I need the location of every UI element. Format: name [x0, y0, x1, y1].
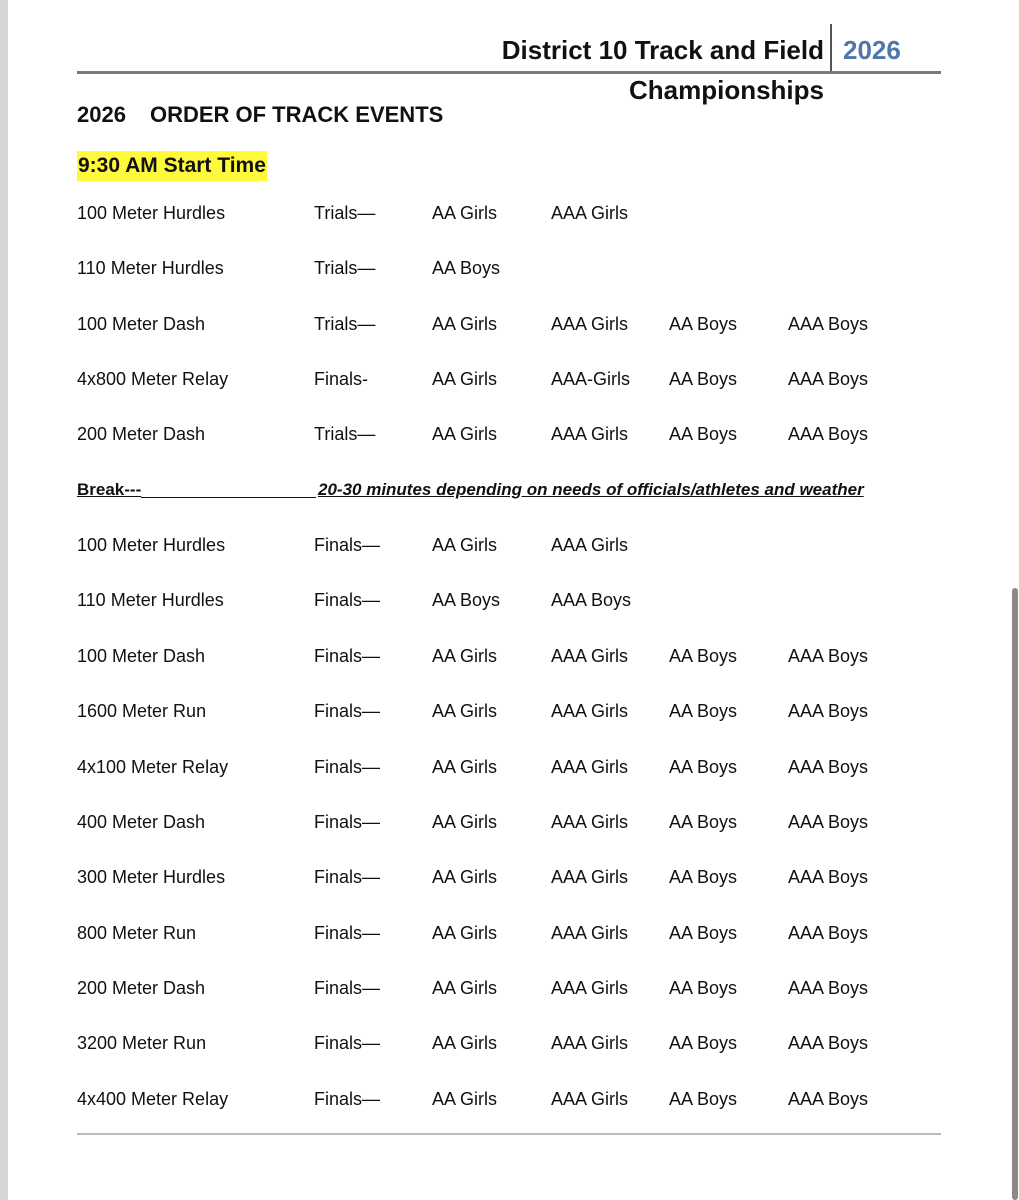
event-division: AAA Boys: [788, 701, 869, 721]
event-name: 100 Meter Dash: [77, 314, 206, 334]
event-division: AAA Girls: [551, 701, 629, 721]
event-division: AAA Boys: [788, 1033, 869, 1053]
event-division: AA Boys: [669, 314, 738, 334]
event-division: AAA Girls: [551, 867, 629, 887]
event-name: 4x800 Meter Relay: [77, 369, 229, 389]
event-name: 200 Meter Dash: [77, 978, 206, 998]
header-divider: [830, 24, 832, 72]
event-division: AA Boys: [669, 757, 738, 777]
event-division: AA Girls: [432, 867, 498, 887]
event-row: [0, 309, 1019, 339]
heading-year: 2026: [77, 102, 126, 127]
event-row: [0, 918, 1019, 948]
event-division: AA Girls: [432, 1033, 498, 1053]
event-round: Trials—: [314, 203, 376, 223]
event-division: AAA Girls: [551, 203, 629, 223]
event-row: [0, 1028, 1019, 1058]
event-row: [0, 419, 1019, 449]
event-row: [0, 1084, 1019, 1114]
event-division: AAA Boys: [788, 1089, 869, 1109]
event-name: 100 Meter Hurdles: [77, 203, 226, 223]
event-division: AAA Girls: [551, 1089, 629, 1109]
event-round: Finals—: [314, 867, 381, 887]
event-division: AAA Boys: [788, 978, 869, 998]
event-row: [0, 696, 1019, 726]
start-time-highlight: 9:30 AM Start Time: [77, 151, 267, 181]
event-division: AA Boys: [669, 867, 738, 887]
event-division: AA Girls: [432, 757, 498, 777]
event-row: [0, 973, 1019, 1003]
event-round: Finals—: [314, 1089, 381, 1109]
event-division: AA Girls: [432, 203, 498, 223]
event-name: 1600 Meter Run: [77, 701, 207, 721]
event-round: Finals—: [314, 923, 381, 943]
event-name: 100 Meter Dash: [77, 646, 206, 666]
event-row: [0, 198, 1019, 228]
event-division: AA Girls: [432, 646, 498, 666]
event-division: AAA Girls: [551, 424, 629, 444]
event-row: [0, 862, 1019, 892]
event-name: 300 Meter Hurdles: [77, 867, 226, 887]
event-round: Finals—: [314, 701, 381, 721]
event-name: 3200 Meter Run: [77, 1033, 207, 1053]
break-label: Break---: [77, 480, 142, 499]
event-name: 400 Meter Dash: [77, 812, 206, 832]
event-division: AAA-Girls: [551, 369, 631, 389]
event-division: AAA Boys: [788, 646, 869, 666]
event-name: 100 Meter Hurdles: [77, 535, 226, 555]
event-round: Finals—: [314, 590, 381, 610]
event-row: [0, 585, 1019, 615]
break-note: 20-30 minutes depending on needs of officials/athletes and weather: [318, 480, 864, 499]
event-round: Finals—: [314, 757, 381, 777]
event-division: AA Boys: [669, 812, 738, 832]
event-division: AAA Boys: [788, 314, 869, 334]
event-name: 4x400 Meter Relay: [77, 1089, 229, 1109]
event-division: AA Girls: [432, 701, 498, 721]
event-row: [0, 530, 1019, 560]
event-division: AA Boys: [432, 590, 501, 610]
break-row: [0, 475, 1019, 505]
event-name: 110 Meter Hurdles: [77, 590, 224, 610]
event-row: [0, 364, 1019, 394]
event-row: [0, 641, 1019, 671]
event-round: Finals-: [314, 369, 369, 389]
event-division: AAA Girls: [551, 923, 629, 943]
event-division: AA Boys: [669, 1089, 738, 1109]
event-round: Trials—: [314, 314, 376, 334]
header-rule: [77, 71, 941, 74]
event-division: AAA Boys: [788, 424, 869, 444]
page-heading: [77, 100, 443, 130]
event-row: [0, 807, 1019, 837]
event-division: AAA Girls: [551, 314, 629, 334]
footer-rule: [77, 1133, 941, 1135]
event-name: 800 Meter Run: [77, 923, 197, 943]
event-division: AA Boys: [669, 424, 738, 444]
event-division: AAA Boys: [788, 369, 869, 389]
event-division: AAA Boys: [788, 923, 869, 943]
event-division: AAA Boys: [551, 590, 632, 610]
event-division: AA Boys: [669, 646, 738, 666]
event-name: 110 Meter Hurdles: [77, 258, 224, 278]
event-division: AA Girls: [432, 978, 498, 998]
event-division: AA Boys: [669, 923, 738, 943]
event-division: AA Boys: [669, 978, 738, 998]
event-division: AAA Girls: [551, 757, 629, 777]
event-division: AA Boys: [669, 1033, 738, 1053]
event-division: AAA Girls: [551, 978, 629, 998]
event-name: 200 Meter Dash: [77, 424, 206, 444]
event-division: AAA Boys: [788, 867, 869, 887]
event-name: 4x100 Meter Relay: [77, 757, 229, 777]
event-row: [0, 253, 1019, 283]
event-division: AA Girls: [432, 314, 498, 334]
event-division: AA Girls: [432, 812, 498, 832]
event-division: AA Boys: [669, 701, 738, 721]
event-division: AAA Girls: [551, 1033, 629, 1053]
event-division: AAA Girls: [551, 812, 629, 832]
event-round: Trials—: [314, 258, 376, 278]
header-year: 2026: [843, 35, 901, 65]
event-division: AAA Boys: [788, 757, 869, 777]
event-division: AAA Boys: [788, 812, 869, 832]
header-title: District 10 Track and Field Championships: [501, 35, 824, 105]
break-underline: [141, 497, 316, 498]
event-division: AA Boys: [669, 369, 738, 389]
event-round: Finals—: [314, 978, 381, 998]
event-round: Finals—: [314, 646, 381, 666]
event-round: Finals—: [314, 535, 381, 555]
event-division: AA Girls: [432, 535, 498, 555]
event-division: AAA Girls: [551, 535, 629, 555]
event-round: Trials—: [314, 424, 376, 444]
event-division: AAA Girls: [551, 646, 629, 666]
event-row: [0, 752, 1019, 782]
event-division: AA Girls: [432, 923, 498, 943]
event-division: AA Girls: [432, 369, 498, 389]
event-round: Finals—: [314, 1033, 381, 1053]
heading-title: ORDER OF TRACK EVENTS: [149, 102, 444, 127]
event-division: AA Boys: [432, 258, 501, 278]
event-division: AA Girls: [432, 424, 498, 444]
event-round: Finals—: [314, 812, 381, 832]
event-division: AA Girls: [432, 1089, 498, 1109]
